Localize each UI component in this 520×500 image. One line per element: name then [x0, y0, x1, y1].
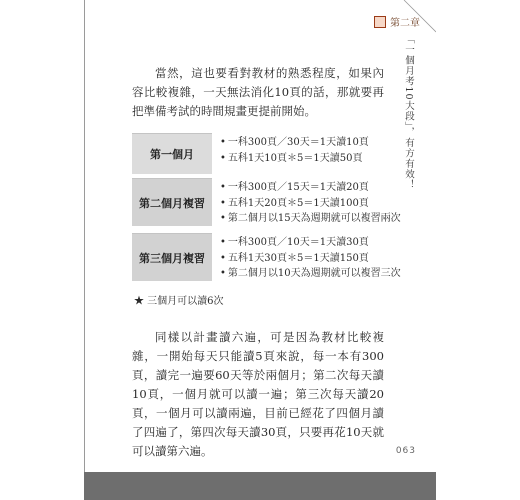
chapter-header	[374, 14, 420, 29]
book-page	[84, 0, 436, 500]
example-paragraph: 同樣以計畫讀六遍，可是因為教材比較複雜，一開始每天只能讀5頁來說，每一本有300頁，讀完一遍要60天等於兩個月；第二次每天讀10頁，一個月就可以讀一遍；第三次每天讀20頁，一個月可以讀兩遍，目前已經花了四個月讀了四遍了，第四次每天讀30頁，只要再花10天就可以讀第六遍。	[132, 330, 384, 458]
bullet-icon: •	[220, 237, 226, 248]
plan-month-1	[132, 133, 369, 174]
plan-lines	[220, 233, 401, 282]
bullet-icon: •	[220, 213, 226, 224]
plan-line: • 五科1天20頁＊5＝1天讀100頁	[220, 197, 369, 209]
bottom-band	[84, 472, 436, 500]
plan-line: • 第二個月以10天為週期就可以複習三次	[220, 268, 401, 279]
page-left-rule	[84, 0, 85, 472]
plan-line: • 一科300頁／30天＝1天讀10頁	[220, 137, 369, 148]
bullet-icon: •	[220, 137, 226, 148]
plan-line: • 五科1天10頁＊5＝1天讀50頁	[220, 152, 363, 164]
plan-label: 第二個月複習	[132, 178, 212, 226]
plan-lines	[220, 178, 401, 227]
chapter-icon	[374, 16, 386, 28]
bullet-icon: •	[220, 197, 226, 209]
bullet-icon: •	[220, 252, 226, 264]
plan-line: • 一科300頁／15天＝1天讀20頁	[220, 182, 369, 193]
plan-line: • 五科1天30頁＊5＝1天讀150頁	[220, 252, 369, 264]
intro-paragraph: 當然，這也要看對教材的熟悉程度，如果內容比較複雜，一天無法消化10頁的話，那就要再把準備考試的時間規畫更提前開始。	[132, 66, 384, 118]
plan-lines	[220, 133, 369, 166]
bullet-icon: •	[220, 152, 226, 164]
plan-month-2-review	[132, 178, 401, 227]
page-number: 063	[395, 446, 416, 456]
plan-month-3-review	[132, 233, 401, 282]
plan-label: 第三個月複習	[132, 233, 212, 281]
bullet-icon: •	[220, 182, 226, 193]
bullet-icon: •	[220, 268, 226, 279]
side-title: 「一個月考10大段」，有方有效！	[403, 34, 414, 191]
star-note: ★ 三個月可以讀6次	[134, 296, 224, 307]
plan-line: • 一科300頁／10天＝1天讀30頁	[220, 237, 369, 248]
plan-label: 第一個月	[132, 133, 212, 174]
plan-line: • 第二個月以15天為週期就可以複習兩次	[220, 213, 401, 224]
chapter-label: 第二章	[390, 18, 420, 29]
